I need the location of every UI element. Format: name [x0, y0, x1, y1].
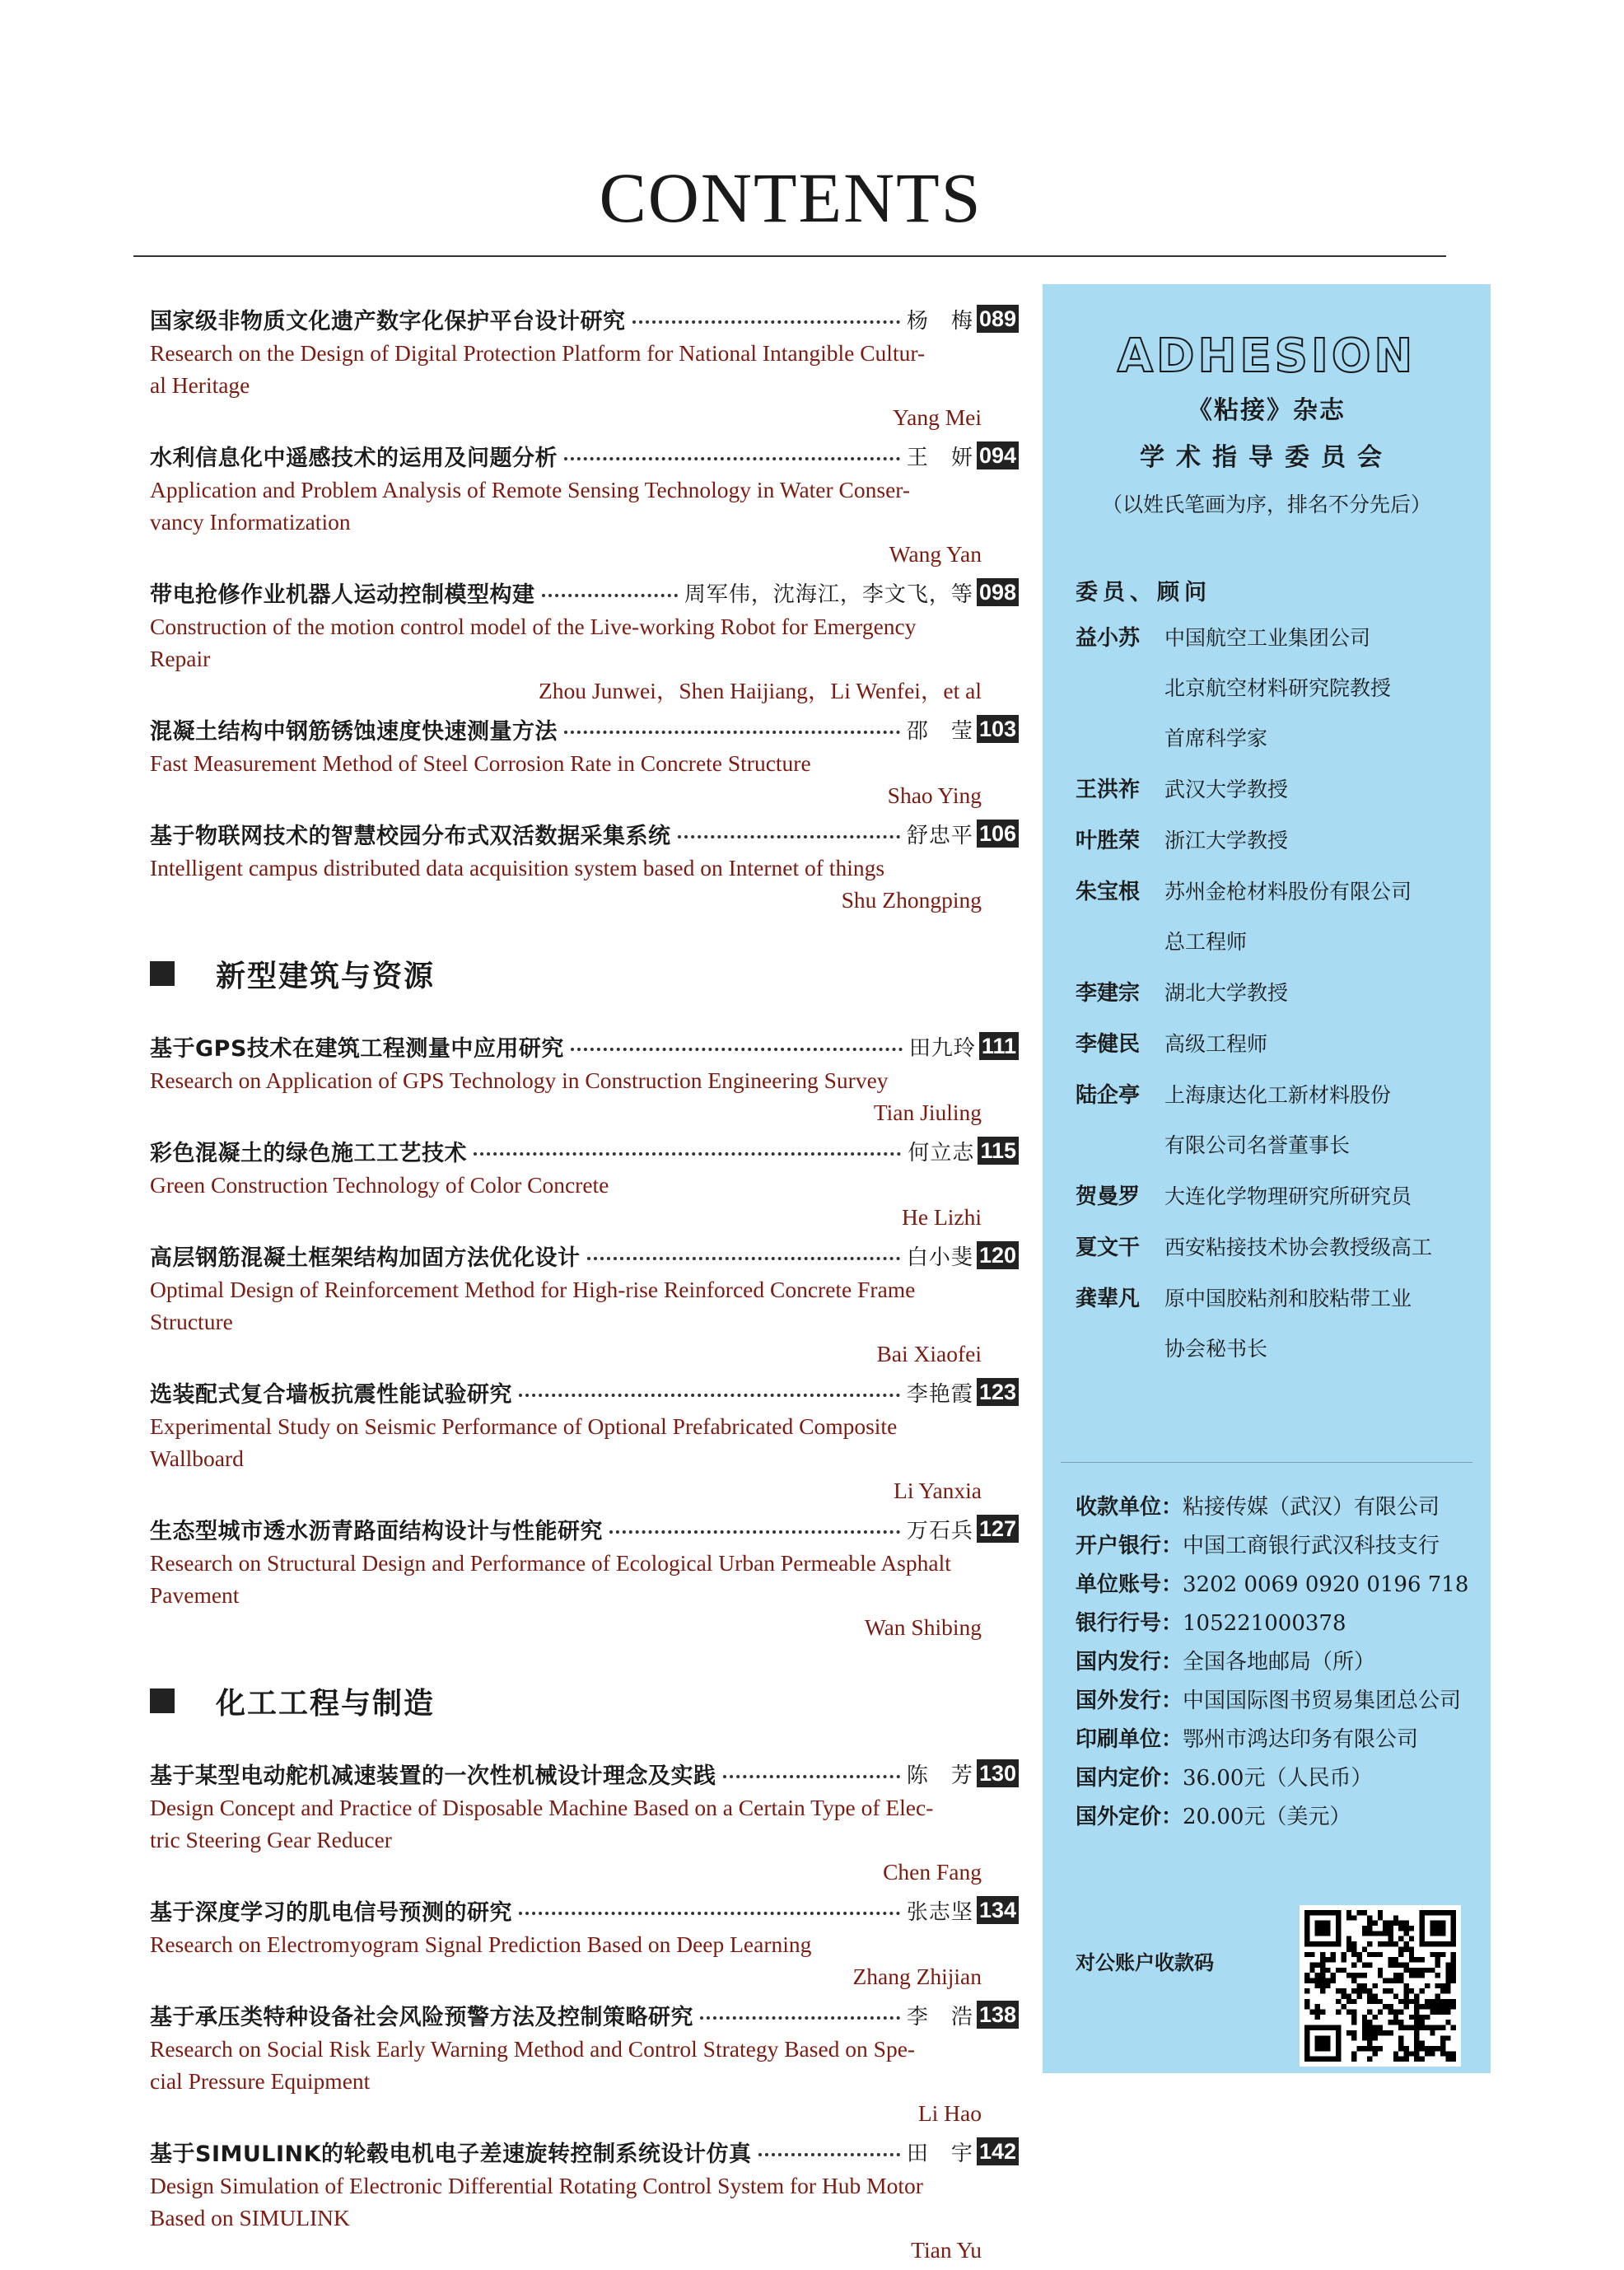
author-zh: 陈 芳: [906, 1763, 973, 1788]
affiliation-line: 协会秘书长: [1164, 1337, 1268, 1361]
toc-entry[interactable]: [150, 437, 1019, 570]
toc-entry[interactable]: [150, 574, 1019, 707]
leader-dots: [519, 1912, 900, 1915]
article-title-zh: 水利信息化中遥感技术的运用及问题分析: [150, 445, 558, 471]
payment-value: 3202 0069 0920 0196 718: [1183, 1572, 1469, 1597]
member-affiliation: [1164, 774, 1479, 806]
payment-row: [1076, 1798, 1479, 1837]
author-en: Yang Mei: [893, 404, 982, 430]
article-title-zh: 混凝土结构中钢筋锈蚀速度快速测量方法: [150, 718, 558, 745]
member-name: 叶胜荣: [1076, 829, 1141, 853]
affiliation-line: 西安粘接技术协会教授级高工: [1164, 1235, 1433, 1259]
payment-label: 单位账号：: [1076, 1572, 1183, 1597]
author-en: Wang Yan: [889, 541, 982, 567]
payment-label: 收款单位：: [1076, 1495, 1183, 1520]
page-number[interactable]: 134: [977, 1896, 1019, 1924]
qr-label: 对公账户收款码: [1076, 1950, 1214, 1974]
affiliation-line: 湖北大学教授: [1164, 981, 1289, 1005]
payment-label: 银行行号：: [1076, 1611, 1183, 1636]
member-affiliation: [1164, 1080, 1479, 1161]
article-title-en: Fast Measurement Method of Steel Corrosion Rate in Concrete Structure: [150, 750, 811, 776]
payment-value: 20.00元（美元）: [1183, 1805, 1351, 1829]
committee-note: （以姓氏笔画为序，排名不分先后）: [1101, 493, 1431, 516]
member-affiliation: [1164, 876, 1479, 958]
member-name: 夏文干: [1076, 1235, 1141, 1260]
payment-row: [1076, 1643, 1479, 1682]
page-number[interactable]: 130: [977, 1759, 1019, 1787]
contents-column: [150, 301, 1019, 2270]
article-title-zh: 基于物联网技术的智慧校园分布式双活数据采集系统: [150, 823, 671, 849]
leader-dots: [758, 2153, 900, 2156]
section-marker-icon: [150, 1688, 175, 1713]
journal-name: 《粘接》杂志: [1188, 396, 1346, 425]
payment-label: 国外发行：: [1076, 1688, 1183, 1713]
board-member: [1076, 825, 1479, 857]
author-en: Bai Xiaofei: [876, 1341, 982, 1366]
author-zh: 田九玲: [908, 1035, 976, 1061]
author-en: Tian Yu: [911, 2237, 982, 2263]
article-title-en: Research on Electromyogram Signal Prediction Based on Deep Learning: [150, 1931, 812, 1957]
toc-entry[interactable]: [150, 1892, 1019, 1992]
toc-entry[interactable]: [150, 2133, 1019, 2266]
toc-entry[interactable]: [150, 301, 1019, 433]
toc-entry[interactable]: [150, 815, 1019, 916]
article-title-en: Design Concept and Practice of Disposable Machine Based on a Certain Type of Elec-: [150, 1795, 934, 1820]
affiliation-line: 总工程师: [1164, 930, 1248, 954]
article-title-en: Research on Social Risk Early Warning Method and Control Strategy Based on Spe-: [150, 2036, 916, 2062]
member-affiliation: [1164, 978, 1479, 1009]
page-number[interactable]: 142: [977, 2137, 1019, 2165]
toc-entry-header: [150, 1755, 1019, 1791]
author-zh: 田 宇: [906, 2141, 973, 2166]
article-title-en: Research on the Design of Digital Protection Platform for National Intangible Cultur-: [150, 340, 926, 366]
leader-dots: [519, 1394, 900, 1397]
article-title-zh: 彩色混凝土的绿色施工工艺技术: [150, 1140, 467, 1166]
leader-dots: [542, 594, 678, 597]
board-member: [1076, 1232, 1479, 1263]
author-en: Wan Shibing: [864, 1614, 982, 1640]
article-title-en: Based on SIMULINK: [150, 2205, 350, 2230]
payment-label: 开户银行：: [1076, 1534, 1183, 1558]
payment-value: 中国工商银行武汉科技支行: [1183, 1534, 1440, 1558]
toc-entry-header: [150, 2133, 1019, 2170]
payment-row: [1076, 1721, 1479, 1759]
article-title-en: al Heritage: [150, 372, 250, 398]
member-name: 益小苏: [1076, 626, 1141, 651]
panel-divider: [1061, 1462, 1472, 1463]
leader-dots: [609, 1530, 900, 1534]
page-number[interactable]: 138: [977, 2001, 1019, 2029]
article-title-en: Experimental Study on Seismic Performance of Optional Prefabricated Composite Wallboard: [150, 1413, 898, 1471]
toc-entry[interactable]: [150, 1028, 1019, 1128]
payment-row: [1076, 1527, 1479, 1566]
article-title-en: Optimal Design of Reinforcement Method for High-rise Reinforced Concrete Frame Structure: [150, 1277, 916, 1334]
section-header-chemical: [150, 1676, 1019, 1726]
page-number[interactable]: 089: [977, 305, 1019, 333]
article-title-zh: 带电抢修作业机器人运动控制模型构建: [150, 582, 535, 608]
payment-value: 105221000378: [1183, 1611, 1346, 1636]
affiliation-line: 原中国胶粘剂和胶粘带工业: [1164, 1287, 1412, 1310]
author-en: Zhang Zhijian: [852, 1964, 982, 1989]
toc-entry[interactable]: [150, 1997, 1019, 2129]
section-title: 新型建筑与资源: [216, 959, 436, 993]
article-title-zh: 选装配式复合墙板抗震性能试验研究: [150, 1381, 512, 1408]
toc-entry-header: [150, 574, 1019, 610]
payment-row: [1076, 1682, 1479, 1721]
author-zh: 杨 梅: [906, 308, 973, 334]
payment-value: 36.00元（人民币）: [1183, 1766, 1373, 1791]
payment-info: [1076, 1488, 1479, 1837]
author-en: Chen Fang: [883, 1859, 982, 1885]
toc-entry[interactable]: [150, 1511, 1019, 1643]
entries-group-3: [150, 1755, 1019, 2266]
page-number[interactable]: 115: [978, 1137, 1019, 1165]
article-title-zh: 基于深度学习的肌电信号预测的研究: [150, 1899, 512, 1926]
author-en: Tian Jiuling: [873, 1100, 982, 1125]
article-title-en: Research on Application of GPS Technology in Construction Engineering Survey: [150, 1067, 889, 1093]
article-title-en: Intelligent campus distributed data acquisition system based on Internet of things: [150, 855, 885, 880]
article-title-en: vancy Informatization: [150, 509, 351, 535]
member-name: 李健民: [1076, 1032, 1141, 1057]
author-en: Shu Zhongping: [841, 887, 982, 913]
adhesion-sidebar: [1043, 284, 1491, 2073]
payment-label: 印刷单位：: [1076, 1727, 1183, 1752]
leader-dots: [474, 1152, 901, 1156]
affiliation-line: 武汉大学教授: [1164, 778, 1289, 801]
article-title-zh: 基于承压类特种设备社会风险预警方法及控制策略研究: [150, 2004, 693, 2030]
toc-entry-header: [150, 301, 1019, 337]
payment-value: 中国国际图书贸易集团总公司: [1183, 1688, 1462, 1713]
board-member: [1076, 978, 1479, 1009]
member-name: 王洪祚: [1076, 778, 1141, 802]
author-zh: 舒忠平: [906, 823, 973, 848]
article-title-zh: 国家级非物质文化遗产数字化保护平台设计研究: [150, 308, 626, 334]
section-marker-icon: [150, 961, 175, 986]
author-zh: 何立志: [908, 1140, 975, 1165]
leader-dots: [587, 1257, 900, 1260]
board-member: [1076, 1080, 1479, 1161]
payment-value: 全国各地邮局（所）: [1183, 1650, 1376, 1674]
page-number[interactable]: 103: [977, 715, 1019, 743]
author-en: Zhou Junwei，Shen Haijiang，Li Wenfei，et al: [539, 678, 982, 703]
page-number[interactable]: 111: [979, 1032, 1019, 1060]
member-affiliation: [1164, 623, 1479, 754]
adhesion-logo: ADHESION: [1117, 329, 1416, 383]
board-member: [1076, 1181, 1479, 1212]
article-title-en: Design Simulation of Electronic Differential Rotating Control System for Hub Motor: [150, 2173, 923, 2198]
leader-dots: [678, 835, 900, 838]
author-zh: 周军伟，沈海江，李文飞，等: [684, 582, 973, 607]
toc-entry-header: [150, 1237, 1019, 1273]
author-zh: 邵 莹: [906, 718, 973, 744]
page-number[interactable]: 127: [977, 1515, 1019, 1543]
article-title-en: Construction of the motion control model of the Live-working Robot for Emergency Repair: [150, 614, 917, 671]
author-en: Li Yanxia: [894, 1478, 982, 1503]
author-en: He Lizhi: [902, 1204, 982, 1230]
toc-entry-header: [150, 1997, 1019, 2033]
author-zh: 张志坚: [906, 1899, 973, 1925]
toc-entry[interactable]: [150, 711, 1019, 811]
page-number[interactable]: 106: [977, 820, 1019, 848]
board-member: [1076, 623, 1479, 754]
toc-entry[interactable]: [150, 1133, 1019, 1233]
author-en: Li Hao: [917, 2100, 982, 2126]
affiliation-line: 有限公司名誉董事长: [1164, 1133, 1351, 1157]
leader-dots: [700, 2016, 900, 2020]
article-title-en: tric Steering Gear Reducer: [150, 1827, 392, 1852]
board-list: [1076, 574, 1479, 1385]
payment-row: [1076, 1566, 1479, 1604]
article-title-en: Research on Structural Design and Performance of Ecological Urban Permeable Asphalt Pavement: [150, 1550, 951, 1608]
affiliation-line: 首席科学家: [1164, 726, 1268, 750]
member-affiliation: [1164, 1029, 1479, 1060]
author-zh: 李 浩: [906, 2004, 973, 2029]
toc-entry-header: [150, 1511, 1019, 1547]
toc-entry[interactable]: [150, 1374, 1019, 1506]
member-affiliation: [1164, 1232, 1479, 1263]
article-title-en: cial Pressure Equipment: [150, 2068, 371, 2094]
board-member: [1076, 774, 1479, 806]
article-title-zh: 基于GPS技术在建筑工程测量中应用研究: [150, 1035, 564, 1062]
affiliation-line: 北京航空材料研究院教授: [1164, 676, 1392, 700]
leader-dots: [723, 1775, 900, 1778]
entries-group-1: [150, 301, 1019, 916]
member-name: 龚辈凡: [1076, 1287, 1141, 1311]
section-title: 化工工程与制造: [216, 1686, 436, 1721]
toc-entry-header: [150, 1892, 1019, 1928]
board-member: [1076, 1029, 1479, 1060]
toc-entry-header: [150, 711, 1019, 747]
toc-entry-header: [150, 437, 1019, 474]
member-affiliation: [1164, 825, 1479, 857]
board-member: [1076, 1283, 1479, 1365]
article-title-zh: 基于某型电动舵机减速装置的一次性机械设计理念及实践: [150, 1763, 716, 1789]
page-number[interactable]: 098: [977, 578, 1019, 606]
payment-row: [1076, 1604, 1479, 1643]
article-title-zh: 高层钢筋混凝土框架结构加固方法优化设计: [150, 1245, 581, 1271]
payment-value: 粘接传媒（武汉）有限公司: [1183, 1495, 1440, 1520]
toc-entry-header: [150, 1133, 1019, 1169]
member-name: 李建宗: [1076, 981, 1141, 1006]
entries-group-2: [150, 1028, 1019, 1643]
article-title-zh: 生态型城市透水沥青路面结构设计与性能研究: [150, 1518, 603, 1544]
toc-entry-header: [150, 1374, 1019, 1410]
leader-dots: [564, 731, 900, 734]
affiliation-line: 大连化学物理研究所研究员: [1164, 1184, 1412, 1208]
member-name: 贺曼罗: [1076, 1184, 1141, 1209]
board-member: [1076, 876, 1479, 958]
page-number[interactable]: 120: [977, 1241, 1019, 1269]
toc-entry-header: [150, 815, 1019, 852]
toc-entry[interactable]: [150, 1755, 1019, 1888]
member-affiliation: [1164, 1181, 1479, 1212]
leader-dots: [571, 1048, 903, 1051]
leader-dots: [632, 320, 900, 324]
member-affiliation: [1164, 1283, 1479, 1365]
author-zh: 万石兵: [906, 1518, 973, 1544]
payment-label: 国内发行：: [1076, 1650, 1183, 1674]
payment-label: 国内定价：: [1076, 1766, 1183, 1791]
page-number[interactable]: 094: [977, 441, 1019, 469]
payment-value: 鄂州市鸿达印务有限公司: [1183, 1727, 1419, 1752]
article-title-en: Green Construction Technology of Color Concrete: [150, 1172, 609, 1198]
affiliation-line: 高级工程师: [1164, 1032, 1268, 1056]
author-zh: 王 妍: [906, 445, 973, 470]
board-heading: 委员、顾问: [1076, 580, 1211, 605]
page-title: CONTENTS: [599, 158, 982, 237]
article-title-zh: 基于SIMULINK的轮毂电机电子差速旋转控制系统设计仿真: [150, 2141, 752, 2167]
committee-title: 学术指导委员会: [1140, 443, 1393, 472]
title-divider: [133, 255, 1446, 257]
section-header-building: [150, 949, 1019, 998]
toc-entry-header: [150, 1028, 1019, 1064]
page-number[interactable]: 123: [977, 1378, 1019, 1406]
payment-label: 国外定价：: [1076, 1805, 1183, 1829]
qr-code-icon: [1300, 1905, 1461, 2067]
payment-row: [1076, 1759, 1479, 1798]
author-zh: 李艳霞: [906, 1381, 973, 1407]
leader-dots: [564, 457, 900, 460]
author-en: Shao Ying: [887, 782, 982, 808]
author-zh: 白小斐: [906, 1245, 973, 1270]
payment-row: [1076, 1488, 1479, 1527]
affiliation-line: 苏州金枪材料股份有限公司: [1164, 880, 1412, 904]
article-title-en: Application and Problem Analysis of Remote Sensing Technology in Water Conser-: [150, 477, 911, 502]
affiliation-line: 上海康达化工新材料股份: [1164, 1083, 1392, 1107]
member-name: 陆企亭: [1076, 1083, 1141, 1108]
affiliation-line: 浙江大学教授: [1164, 829, 1289, 852]
affiliation-line: 中国航空工业集团公司: [1164, 626, 1371, 650]
toc-entry[interactable]: [150, 1237, 1019, 1370]
member-name: 朱宝根: [1076, 880, 1141, 904]
